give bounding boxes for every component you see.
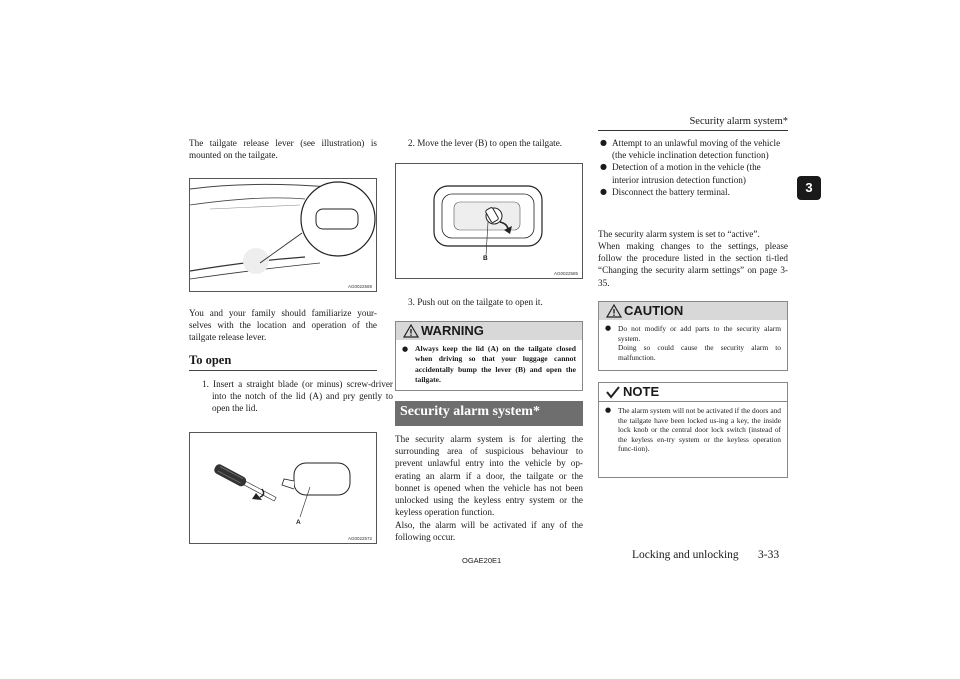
heading-text: To open — [189, 353, 232, 367]
chapter-number: 3 — [805, 180, 813, 195]
caution-text-1: Do not modify or add parts to the security alarm system. — [618, 324, 781, 343]
figure-code: AG0022569 — [347, 284, 372, 289]
note-title: NOTE — [623, 384, 660, 399]
footer-code: OGAE20E1 — [462, 556, 502, 565]
caution-text-2: Doing so could cause the security alarm to malfunction. — [618, 343, 781, 362]
heading-rule — [189, 370, 377, 371]
settings-text: When making changes to the settings, please follow the procedure listed in the section ti-tled “Changing the security alarm settings” on page 3-35. — [598, 241, 788, 288]
bullet-icon: ● — [402, 345, 409, 353]
tailgate-illustration — [190, 179, 376, 291]
condition-item: ● Disconnect the battery terminal. — [600, 186, 730, 197]
bullet-icon: ● — [605, 324, 612, 332]
figure-code: AG0022572 — [347, 536, 372, 541]
intro-text: The tailgate release lever (see illustration) is mounted on the tailgate. — [189, 138, 377, 161]
figure-lever — [395, 163, 583, 279]
section-intro-text-2: Also, the alarm will be activated if any of the following occur. — [395, 520, 583, 543]
footer-page-number: 3-33 — [758, 549, 780, 561]
caution-title: CAUTION — [624, 303, 684, 318]
bullet-icon: ● — [600, 138, 607, 147]
footer-section: Locking and unlocking — [632, 549, 739, 561]
warning-triangle-icon — [403, 324, 419, 338]
step-3: 3. Push out on the tailgate to open it. — [408, 297, 543, 307]
conditions-list — [598, 137, 788, 198]
note-check-icon — [605, 385, 621, 399]
figure-tailgate-lever — [189, 178, 377, 292]
section-heading-bar — [395, 401, 583, 426]
screwdriver-illustration — [190, 433, 376, 543]
caution-box — [598, 301, 788, 371]
page-header-title: Security alarm system* — [689, 116, 788, 127]
status-text: The security alarm system is set to “active”. — [598, 229, 760, 239]
label-a: A — [296, 519, 301, 526]
step-2: 2. Move the lever (B) to open the tailgate. — [408, 138, 563, 148]
caution-triangle-icon — [606, 304, 622, 318]
warning-box — [395, 321, 583, 391]
label-b: B — [483, 255, 488, 262]
caution-item — [605, 324, 781, 362]
warning-item — [402, 344, 576, 386]
bullet-icon: ● — [600, 162, 607, 172]
section-intro-text: The security alarm system is for alerting the surrounding area of suspicious behaviour to prevent unlawful entry into the vehicle by op-erating an alarm if a door, the tailgate or the bonnet is opened when the vehicle has not been unlocked using the keyless entry system or the keyless operation function. — [395, 434, 583, 518]
note-text: The alarm system will not be activated if the doors and the tailgate have been locked us-ing a key, the inside lock knob or the central door lock switch (instead of the keyless en-try system or the keyless operation func-tion). — [618, 406, 781, 454]
bullet-icon: ● — [600, 186, 607, 196]
warning-title: WARNING — [421, 323, 484, 338]
lever-illustration — [396, 164, 582, 278]
figure-code: AG0022585 — [553, 271, 578, 276]
note-header — [599, 383, 787, 402]
warning-header — [396, 322, 582, 340]
heading-to-open — [189, 353, 377, 368]
figure-screwdriver — [189, 432, 377, 544]
familiarize-text: You and your family should familiarize your-selves with the location and operation of the tailgate release lever. — [189, 308, 377, 343]
step-1: 1. Insert a straight blade (or minus) screw-driver into the notch of the lid (A) and pry gently to open the lid. — [202, 379, 393, 414]
caution-header — [599, 302, 787, 320]
section-heading: Security alarm system* — [400, 404, 540, 419]
warning-text: Always keep the lid (A) on the tailgate closed when driving so that your luggage cannot accidentally bump the lever (B) and open the tailgate. — [415, 344, 576, 385]
header-rule — [598, 130, 788, 131]
condition-item: ● Attempt to an unlawful moving of the vehicle (the vehicle inclination detection function) — [600, 138, 781, 161]
note-item — [605, 406, 781, 454]
chapter-tab — [797, 176, 821, 200]
bullet-icon: ● — [605, 406, 612, 414]
note-box — [598, 382, 788, 478]
condition-item: ● Detection of a motion in the vehicle (the interior intrusion detection function) — [600, 162, 761, 185]
